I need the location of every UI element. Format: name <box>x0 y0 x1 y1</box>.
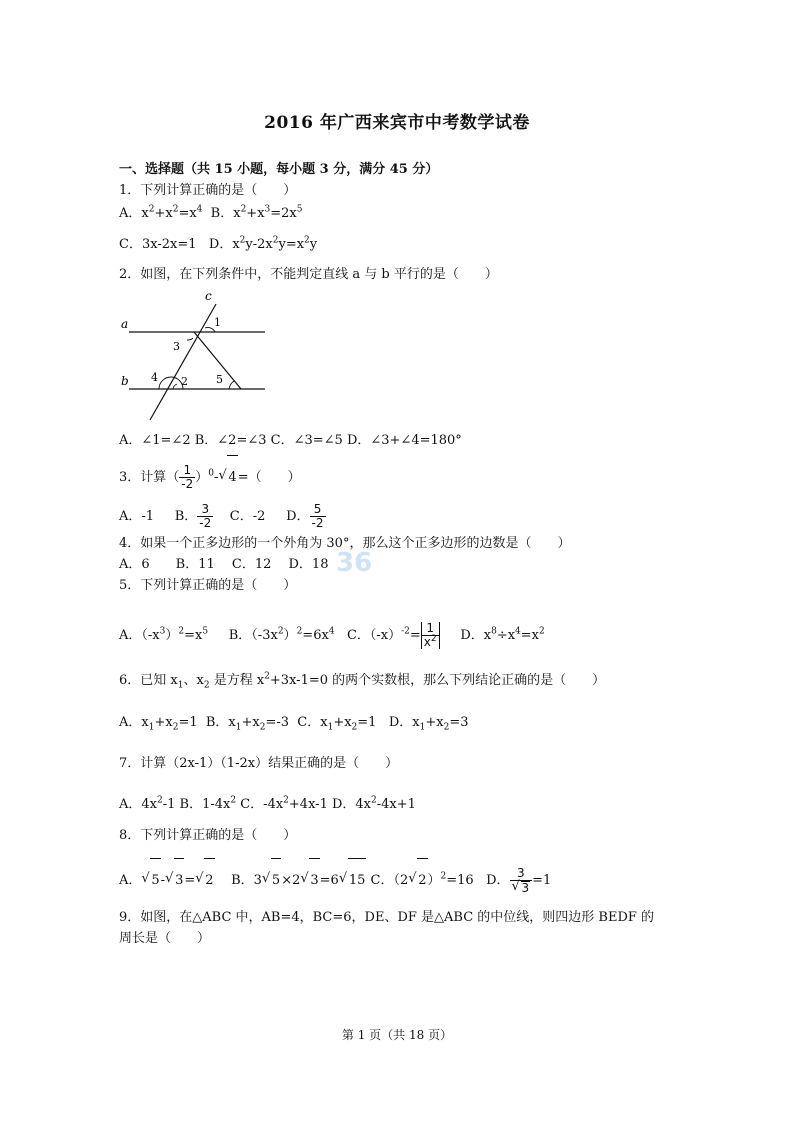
angle-1-label: 1 <box>214 316 221 329</box>
question-2-options: A．∠1=∠2 B．∠2=∠3 C．∠3=∠5 D．∠3+∠4=180° <box>119 433 462 448</box>
label-c: c <box>205 290 212 303</box>
question-9-line2: 周长是（ ） <box>119 931 211 946</box>
question-8-options: A．√ 5-√ 3=√ 2 B．3√ 5×2√ 3=6√ 15 C．（2√ 2）$^2$=16 D． 3 √ 3 =1 <box>119 858 551 903</box>
question-3-stem: 3．计算（ $\frac{1}{-2}$ ）$^0$-√ 4=（ ） <box>119 455 301 500</box>
page-footer: 第 1 页（共 18 页） <box>341 1028 453 1042</box>
angle-3-label: 3 <box>173 340 180 353</box>
question-8-stem: 8．下列计算正确的是（ ） <box>119 828 297 843</box>
question-5-stem: 5．下列计算正确的是（ ） <box>119 578 297 593</box>
question-3-options: A．-1 B． $\frac{3}{-2}$ C．-2 D． $\frac{5}{-2}$ <box>119 502 324 530</box>
question-6-options: A．$x_1+x_2=1$ B．$x_1+x_2=-3$ C．$x_1+x_2=1$ D．$x_1+x_2=3$ <box>119 715 469 733</box>
question-2-stem: 2．如图，在下列条件中，不能判定直线 a 与 b 平行的是（ ） <box>119 267 498 282</box>
question-7-stem: 7．计算（2x-1）（1-2x）结果正确的是（ ） <box>119 756 399 771</box>
watermark-logo: 36 <box>336 548 373 578</box>
question-6-stem: 6．已知 $x_1$、$x_2$ 是方程 $x^2+3x-1=0$ 的两个实数根，那么下列结论正确的是（ ） <box>119 671 606 691</box>
section-heading: 一、选择题（共 15 小题，每小题 3 分，满分 45 分） <box>119 162 439 177</box>
angle-4-label: 4 <box>151 371 158 384</box>
question-5-options: A．$(-x^3)^2=x^5$ B．$(-3x^2)^2=6x^4$ C．$(-x)^{-2}=$ $\frac{1}{x^2}$ D．$x^8\div x^4=x^2$ <box>119 621 545 649</box>
question-7-options: A．$4x^2-1$ B．$1-4x^2$ C．$-4x^2+4x-1$ D．$4x^2-4x+1$ <box>119 795 416 812</box>
angle-5-label: 5 <box>216 373 223 386</box>
page-title: 2016 年广西来宾市中考数学试卷 <box>264 113 530 133</box>
angle-2-label: 2 <box>181 375 188 388</box>
question-4-options: A．6 B．11 C．12 D．18 <box>119 557 329 572</box>
question-1-stem: 1．下列计算正确的是（ ） <box>119 183 297 198</box>
question-9-line1: 9．如图，在△ABC 中，AB=4，BC=6，DE、DF 是△ABC 的中位线，则四边形 BEDF 的 <box>119 910 655 925</box>
label-a: a <box>121 317 129 331</box>
q1-option-c: C．3x-2x=1 <box>119 237 197 252</box>
question-1-options-cd: C．3x-2x=1 D．$x^2y-2x^2y=x^2y$ <box>119 235 318 252</box>
question-4-stem: 4．如果一个正多边形的一个外角为 30°，那么这个正多边形的边数是（ ） <box>119 536 571 551</box>
parallel-lines-figure <box>119 290 279 422</box>
label-b: b <box>121 374 129 388</box>
question-1-options-ab: A．$x^2+x^2=x^4$ B．$x^2+x^3=2x^5$ <box>119 204 303 221</box>
